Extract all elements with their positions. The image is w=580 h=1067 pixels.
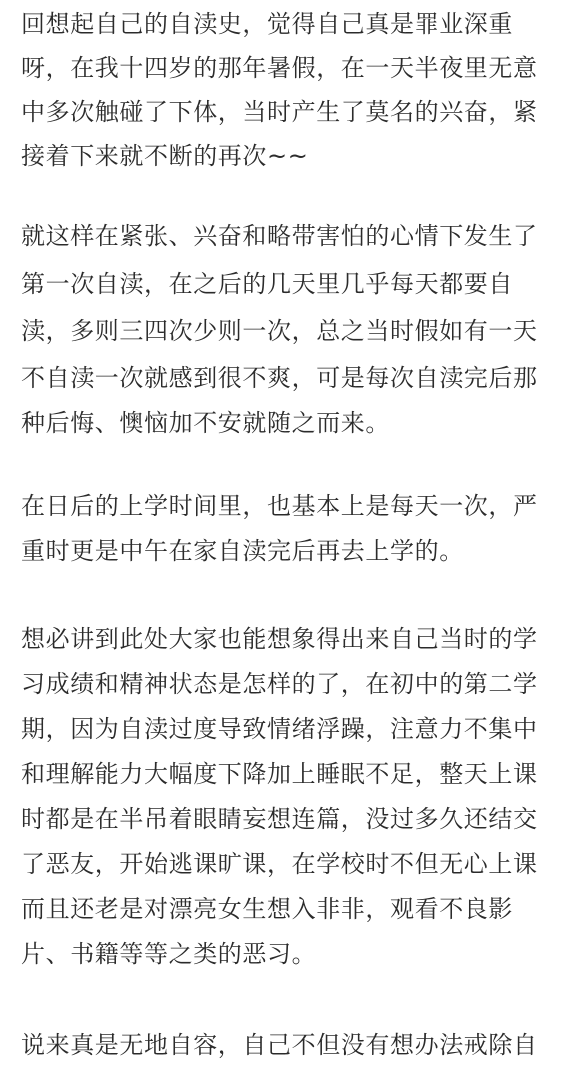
paragraph-5-line-1: 说来真是无地自容，自己不但没有想办法戒除自 [21,1031,538,1059]
paragraph-4-line-6: 了恶友，开始逃课旷课，在学校时不但无心上课 [21,850,538,878]
paragraph-1-line-3: 中多次触碰了下体，当时产生了莫名的兴奋，紧 [21,98,538,126]
paragraph-1-line-2: 呀，在我十四岁的那年暑假，在一天半夜里无意 [21,54,538,82]
paragraph-2-line-5: 种后悔、懊恼加不安就随之而来。 [21,409,390,437]
paragraph-4-line-4: 和理解能力大幅度下降加上睡眠不足，整天上课 [21,760,538,788]
paragraph-3-line-1: 在日后的上学时间里，也基本上是每天一次，严 [21,492,538,520]
paragraph-3-line-2: 重时更是中午在家自渎完后再去上学的。 [21,537,464,565]
paragraph-4-line-5: 时都是在半吊着眼睛妄想连篇，没过多久还结交 [21,805,538,833]
paragraph-2-line-4: 不自渎一次就感到很不爽，可是每次自渎完后那 [21,364,538,392]
paragraph-2-line-2: 第一次自渎，在之后的几天里几乎每天都要自 [21,270,513,298]
paragraph-4-line-8: 片、书籍等等之类的恶习。 [21,940,317,968]
paragraph-1-line-1: 回想起自己的自渎史，觉得自己真是罪业深重 [21,10,513,38]
paragraph-4-line-3: 期，因为自渎过度导致情绪浮躁，注意力不集中 [21,715,538,743]
paragraph-4-line-1: 想必讲到此处大家也能想象得出来自己当时的学 [21,625,538,653]
paragraph-2-line-1: 就这样在紧张、兴奋和略带害怕的心情下发生了 [21,222,538,250]
paragraph-4-line-7: 而且还老是对漂亮女生想入非非，观看不良影 [21,895,513,923]
paragraph-1-line-4: 接着下来就不断的再次~~ [21,142,309,170]
paragraph-4-line-2: 习成绩和精神状态是怎样的了，在初中的第二学 [21,670,538,698]
paragraph-2-line-3: 渎，多则三四次少则一次，总之当时假如有一天 [21,317,538,345]
